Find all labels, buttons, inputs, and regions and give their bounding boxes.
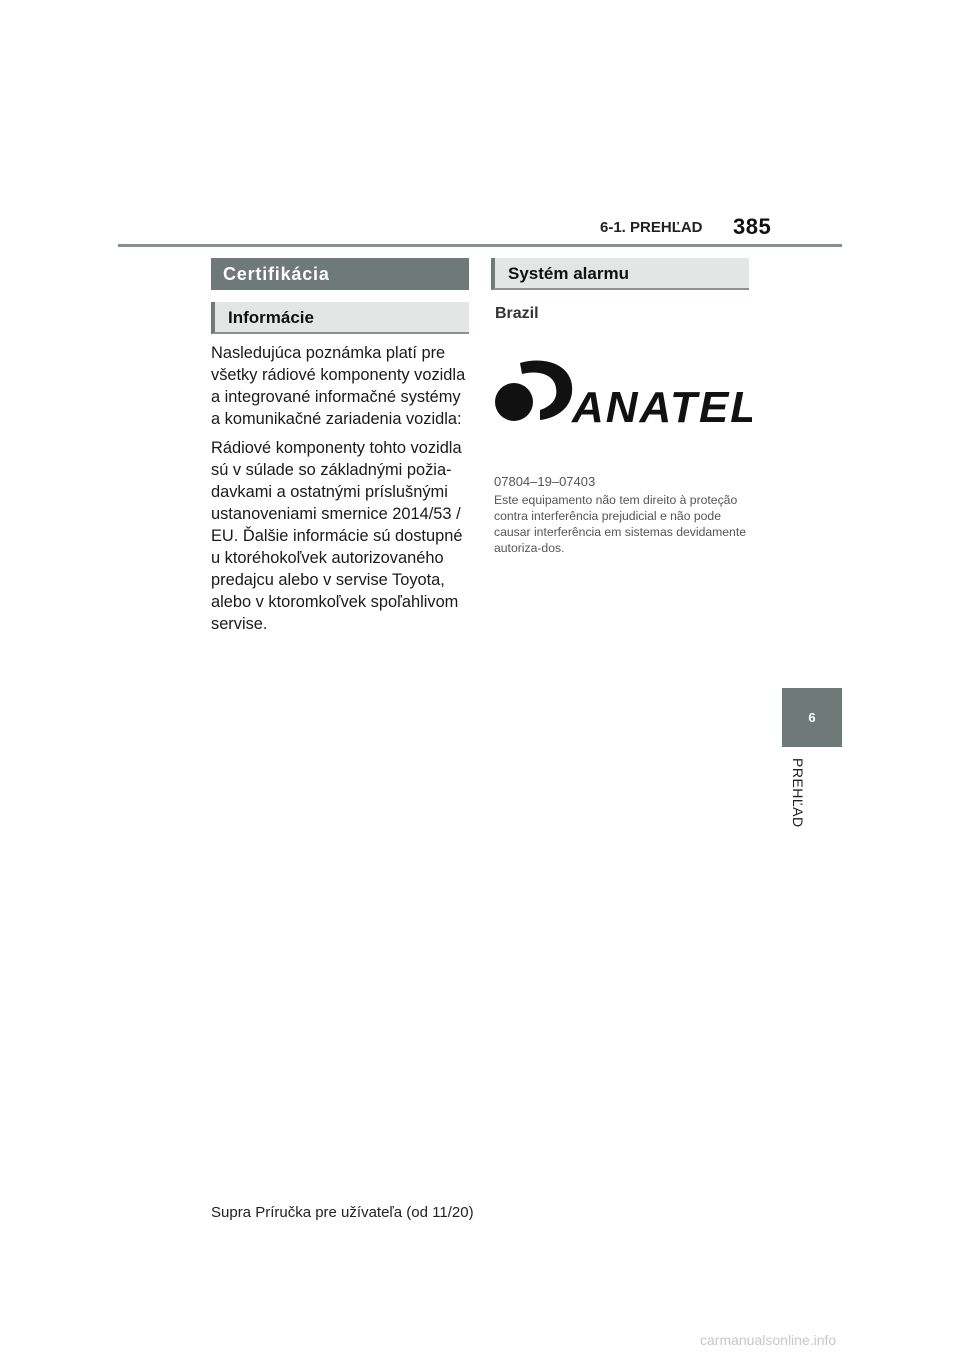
- chapter-tab: 6: [782, 688, 842, 747]
- page-number: 385: [733, 214, 772, 239]
- country-label: Brazil: [495, 305, 539, 322]
- anatel-note: Este equipamento não tem direito à proteção contra interferência prejudicial e não pode causar interferência em sistemas devidamente autoriza-dos.: [494, 493, 746, 555]
- anatel-logo: [492, 356, 752, 426]
- anatel-logo-icon: [492, 356, 752, 426]
- chapter-label: PREHĽAD: [790, 758, 806, 828]
- svg-text:ANATEL: ANATEL: [572, 383, 752, 426]
- certification-heading: Certifikácia: [211, 258, 469, 290]
- section-title: 6-1. PREHĽAD: [600, 219, 703, 236]
- watermark: carmanualsonline.info: [700, 1332, 837, 1348]
- alarm-system-heading: Systém alarmu: [491, 258, 749, 290]
- footer-text: Supra Príručka pre užívateľa (od 11/20): [211, 1204, 474, 1221]
- information-body: [211, 342, 471, 642]
- information-subheading: Informácie: [211, 302, 469, 334]
- header-divider: [118, 244, 842, 247]
- anatel-code: 07804–19–07403: [494, 474, 596, 489]
- paragraph-radio-note: Nasledujúca poznámka platí pre všetky rádiové komponenty vozidla a integrované informačné systémy a komunikačné zariadenia vozidla:: [211, 344, 466, 428]
- paragraph-compliance: Rádiové komponenty tohto vozidla sú v súlade so základnými požia-davkami a ostatnými príslušnými ustanoveniami smernice 2014/53 / EU. Ďalšie informácie sú dostupné u ktoréhokoľvek autorizovaného predajcu alebo v servise Toyota, alebo v ktoromkoľvek spoľahlivom servise.: [211, 439, 463, 633]
